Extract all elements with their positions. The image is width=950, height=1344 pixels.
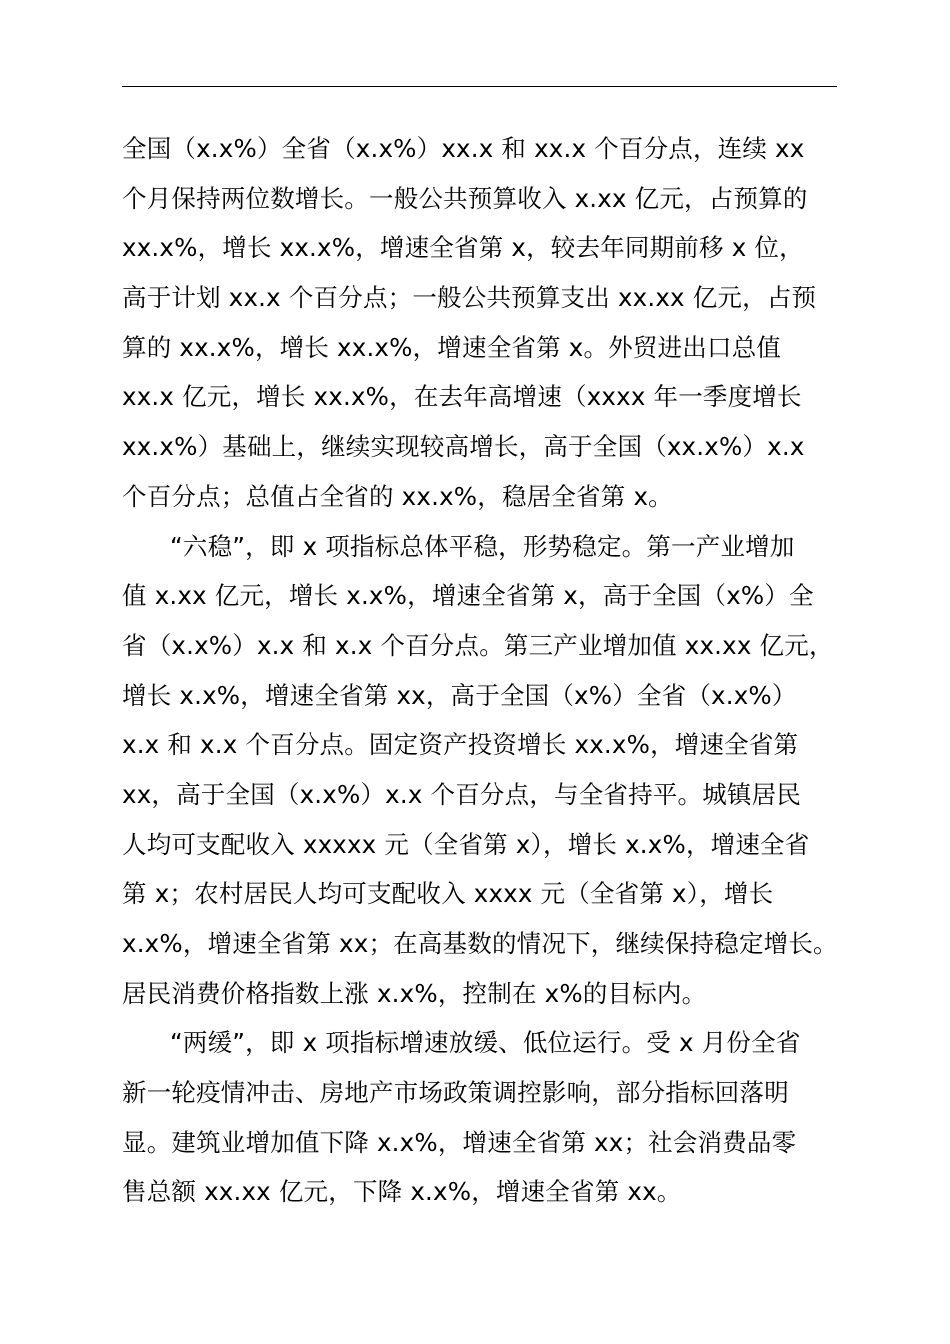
paragraph-start-line: “六稳”，即 x 项指标总体平稳，形势稳定。第一产业增加	[170, 531, 795, 561]
document-body	[122, 124, 862, 1217]
paragraph-start-line: “两缓”，即 x 项指标增速放缓、低位运行。受 x 月份全省	[170, 1028, 801, 1058]
text-line: 售总额 xx.xx 亿元，下降 x.x%，增速全省第 xx。	[122, 1177, 682, 1207]
text-line: 显。建筑业增加值下降 x.x%，增速全省第 xx；社会消费品零	[122, 1127, 797, 1157]
text-line: 第 x；农村居民人均可支配收入 xxxx 元（全省第 x），增长	[122, 879, 774, 909]
text-line: 个月保持两位数增长。一般公共预算收入 x.xx 亿元，占预算的	[122, 183, 808, 213]
text-line: 人均可支配收入 xxxxx 元（全省第 x），增长 x.x%，增速全省	[122, 829, 810, 859]
text-line: x.x%，增速全省第 xx；在高基数的情况下，继续保持稳定增长。	[122, 929, 838, 958]
text-line: xx.x%）基础上，继续实现较高增长，高于全国（xx.x%）x.x	[122, 432, 805, 462]
text-line: x.x 和 x.x 个百分点。固定资产投资增长 xx.x%，增速全省第	[122, 730, 799, 760]
text-line: xx.x%，增长 xx.x%，增速全省第 x，较去年同期前移 x 位，	[122, 233, 804, 263]
text-line: 省（x.x%）x.x 和 x.x 个百分点。第三产业增加值 xx.xx 亿元，	[122, 630, 834, 660]
text-line: xx，高于全国（x.x%）x.x 个百分点，与全省持平。城镇居民	[122, 779, 802, 809]
text-line: 算的 xx.x%，增长 xx.x%，增速全省第 x。外贸进出口总值	[122, 332, 782, 362]
text-line: 全国（x.x%）全省（x.x%）xx.x 和 xx.x 个百分点，连续 xx	[122, 134, 805, 163]
text-line: 个百分点；总值占全省的 xx.x%，稳居全省第 x。	[122, 481, 673, 511]
text-line: 值 x.xx 亿元，增长 x.x%，增速全省第 x，高于全国（x%）全	[122, 581, 814, 611]
text-line: 居民消费价格指数上涨 x.x%，控制在 x%的目标内。	[122, 978, 707, 1008]
text-line: 新一轮疫情冲击、房地产市场政策调控影响，部分指标回落明	[122, 1078, 789, 1108]
text-line: xx.x 亿元，增长 xx.x%，在去年高增速（xxxx 年一季度增长	[122, 382, 802, 412]
text-line: 高于计划 xx.x 个百分点；一般公共预算支出 xx.xx 亿元，占预	[122, 283, 817, 313]
header-rule	[122, 86, 837, 87]
text-line: 增长 x.x%，增速全省第 xx，高于全国（x%）全省（x.x%）	[122, 680, 797, 710]
